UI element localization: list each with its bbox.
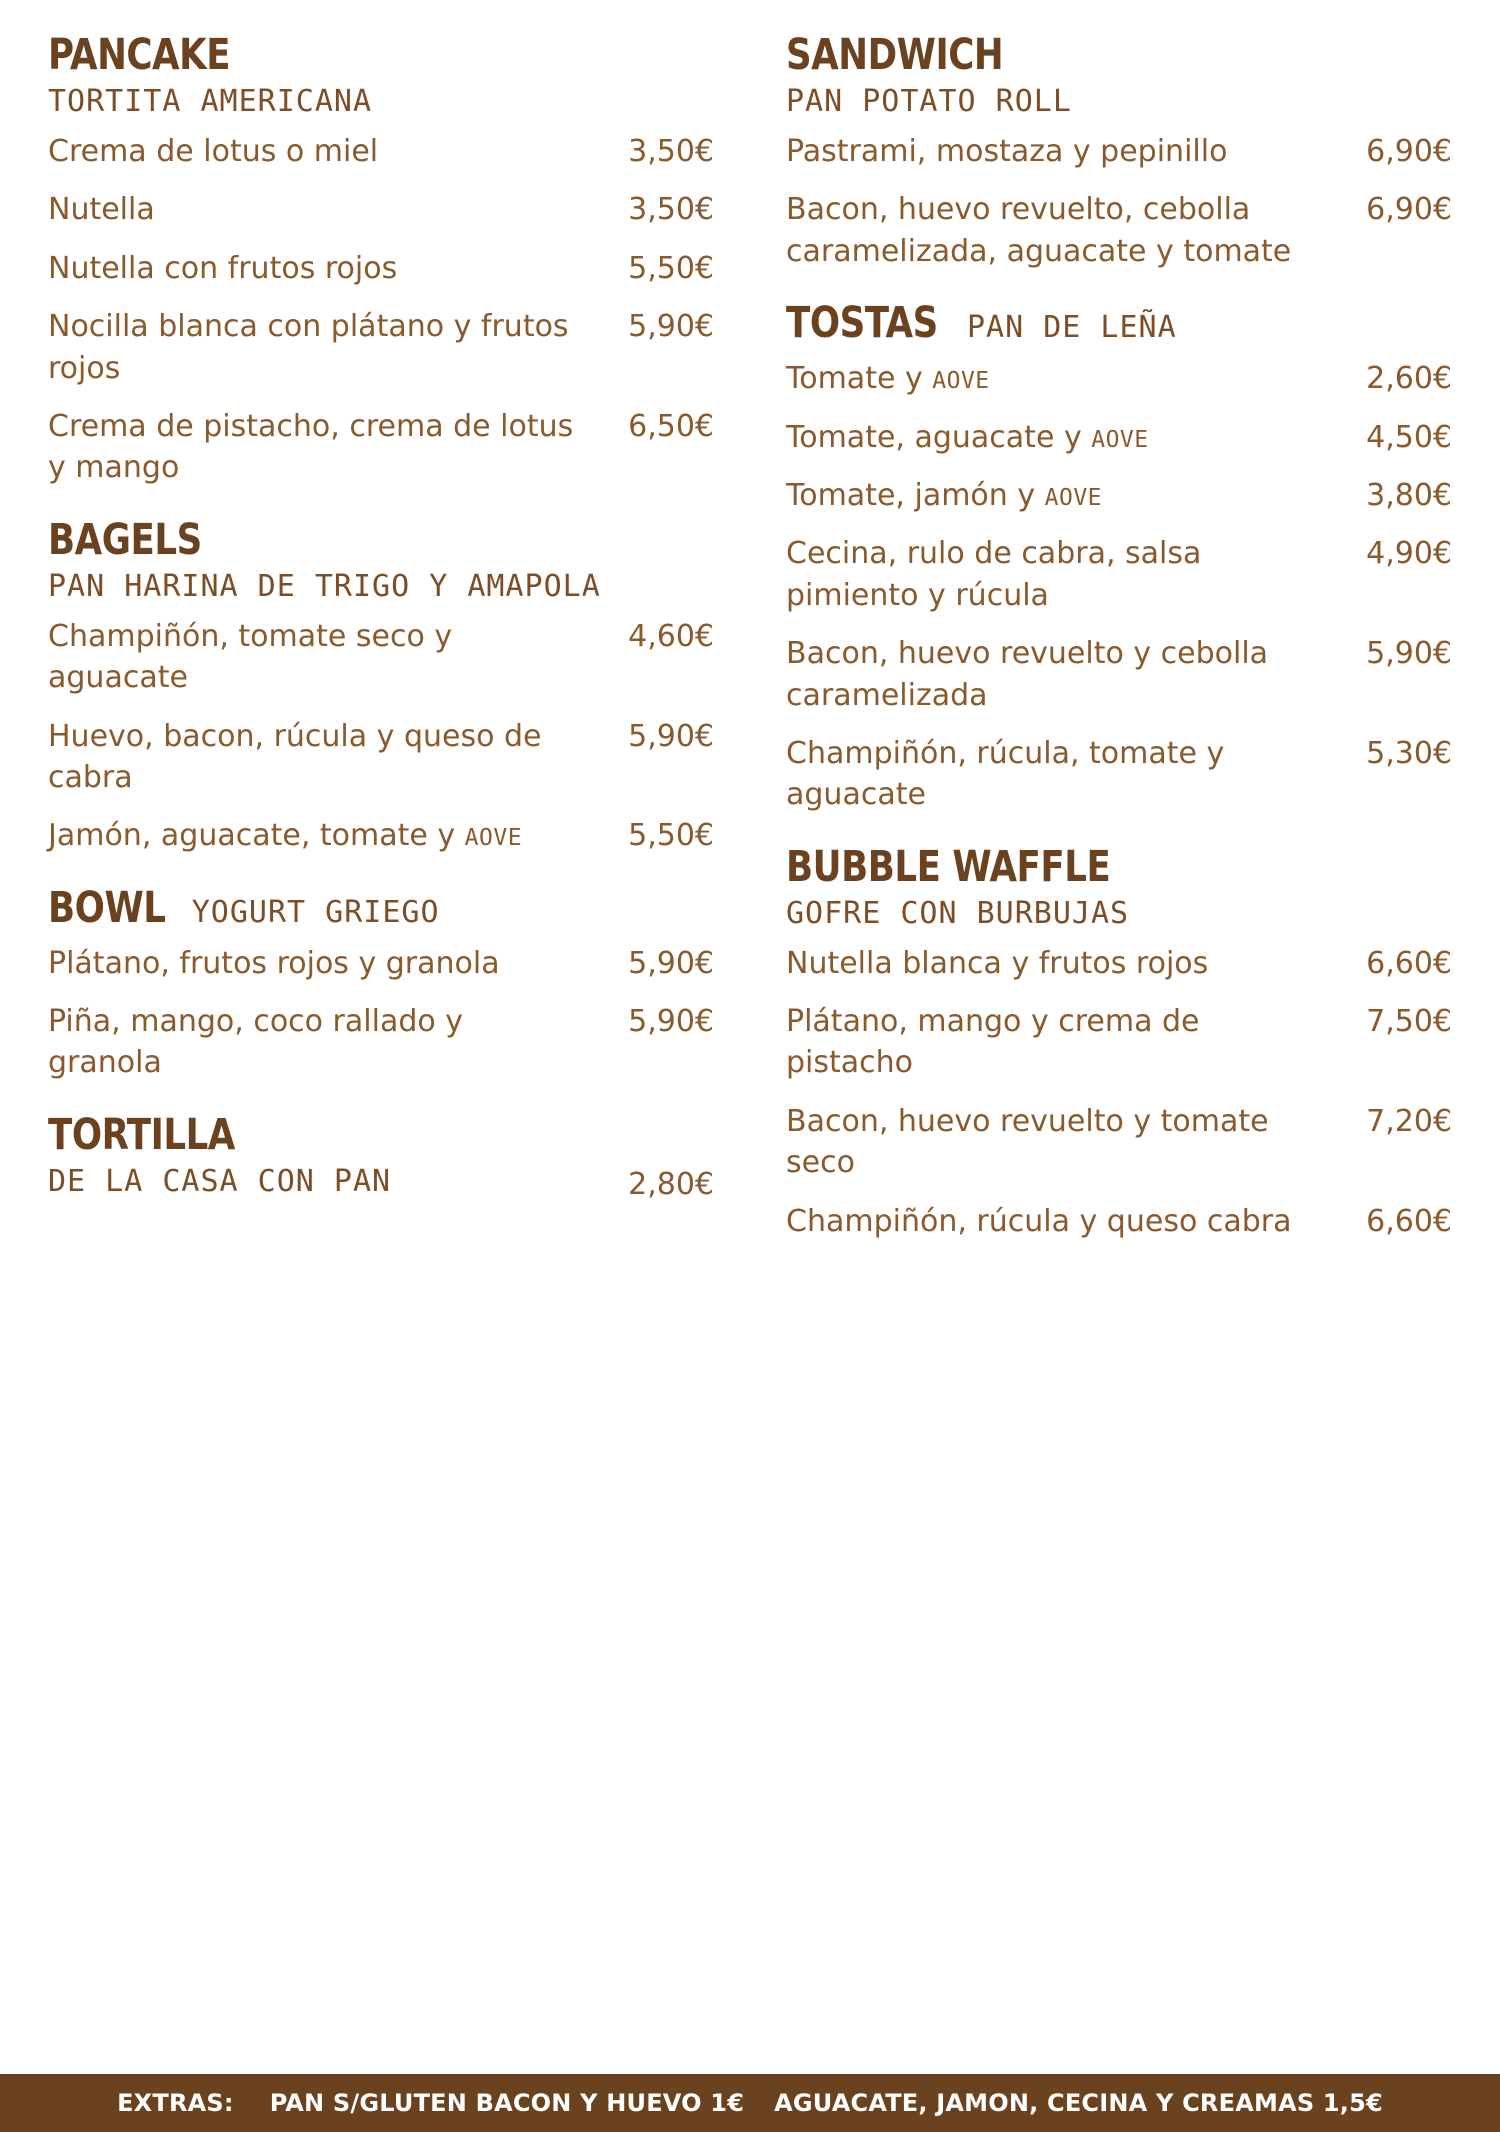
item-price: 6,60€ <box>1366 945 1452 981</box>
menu-item <box>48 943 714 984</box>
menu-section <box>48 515 714 857</box>
menu-item <box>786 417 1452 458</box>
item-price: 5,50€ <box>628 250 714 286</box>
menu-item <box>48 1164 714 1205</box>
item-price: 5,90€ <box>628 309 714 345</box>
menu-item <box>48 1001 714 1084</box>
item-name: Nocilla blanca con plátano y frutos rojos <box>48 309 569 386</box>
menu-column-right <box>776 30 1452 2064</box>
section-title: TORTILLA <box>48 1109 235 1160</box>
section-items <box>48 131 714 489</box>
item-price: 5,90€ <box>628 945 714 981</box>
menu-item <box>786 1101 1452 1184</box>
menu-section <box>786 298 1452 816</box>
item-price: 3,50€ <box>628 134 714 169</box>
section-subtitle: DE LA CASA CON PAN <box>48 1163 392 1199</box>
item-name: Huevo, bacon, rúcula y queso de cabra <box>48 718 542 795</box>
menu-item <box>48 306 714 389</box>
section-items <box>48 616 714 857</box>
menu-section <box>786 30 1452 272</box>
menu-item <box>48 716 714 799</box>
menu-item <box>786 633 1452 716</box>
item-name: Tomate y AOVE <box>786 361 990 397</box>
section-header <box>48 515 714 606</box>
menu-item <box>786 131 1452 172</box>
section-title: BUBBLE WAFFLE <box>786 841 1111 892</box>
menu-item <box>48 406 714 489</box>
section-subtitle: PAN HARINA DE TRIGO Y AMAPOLA <box>48 568 601 604</box>
menu-item <box>786 475 1452 516</box>
menu-section <box>48 30 714 489</box>
menu-item <box>786 1001 1452 1084</box>
menu-item <box>786 189 1452 272</box>
section-title: BOWL <box>48 882 166 933</box>
item-price: 2,80€ <box>628 1166 714 1202</box>
item-price: 4,90€ <box>1366 536 1452 572</box>
section-items <box>786 131 1452 272</box>
section-subtitle: PAN DE LEÑA <box>967 310 1177 346</box>
section-header <box>48 1110 714 1160</box>
section-subtitle: YOGURT GRIEGO <box>191 894 440 930</box>
item-price: 5,30€ <box>1366 735 1452 771</box>
item-name: Nutella <box>48 192 155 228</box>
section-header <box>786 30 1452 121</box>
item-price: 4,60€ <box>628 618 714 654</box>
extras-item-2: AGUACATE, JAMON, CECINA Y CREAMAS 1,5€ <box>774 2089 1383 2117</box>
item-name: Tomate, aguacate y AOVE <box>786 419 1149 455</box>
item-name: Nutella blanca y frutos rojos <box>786 945 1209 981</box>
section-subtitle: PAN POTATO ROLL <box>786 84 1072 119</box>
item-name: Cecina, rulo de cabra, salsa pimiento y rúcula <box>786 536 1202 613</box>
menu-section <box>48 1110 714 1205</box>
menu-item <box>786 1201 1452 1242</box>
item-name: Nutella con frutos rojos <box>48 250 398 286</box>
item-price: 6,50€ <box>628 408 714 444</box>
section-title: BAGELS <box>48 514 202 565</box>
section-items <box>786 358 1452 816</box>
item-price: 5,90€ <box>1366 636 1452 672</box>
item-name: Plátano, frutos rojos y granola <box>48 945 500 981</box>
item-name: Champiñón, tomate seco y aguacate <box>48 618 453 696</box>
menu-item <box>48 189 714 230</box>
menu-item <box>48 248 714 289</box>
item-name: Champiñón, rúcula, tomate y aguacate <box>786 735 1225 813</box>
section-header <box>786 842 1452 933</box>
menu-section <box>48 883 714 1084</box>
section-header <box>48 883 714 933</box>
extras-footer <box>0 2074 1500 2132</box>
menu-item <box>786 358 1452 399</box>
section-header <box>48 30 714 121</box>
item-price: 6,90€ <box>1366 192 1452 228</box>
item-name: Jamón, aguacate, tomate y AOVE <box>48 818 523 854</box>
item-price: 6,90€ <box>1366 134 1452 169</box>
item-price: 5,90€ <box>628 718 714 754</box>
item-name: Crema de lotus o miel <box>48 134 379 169</box>
item-price: 4,50€ <box>1366 419 1452 455</box>
section-items <box>48 943 714 1084</box>
menu-item <box>48 131 714 172</box>
item-name: Bacon, huevo revuelto y tomate seco <box>786 1103 1269 1181</box>
item-price: 3,50€ <box>628 192 714 228</box>
item-name: Tomate, jamón y AOVE <box>786 477 1103 513</box>
section-items <box>786 943 1452 1242</box>
menu-item <box>48 815 714 856</box>
menu-item <box>786 943 1452 984</box>
menu-section <box>786 842 1452 1242</box>
item-price: 7,50€ <box>1366 1004 1452 1040</box>
item-name: Bacon, huevo revuelto, cebolla caramelizada, aguacate y tomate <box>786 192 1292 269</box>
item-price: 6,60€ <box>1366 1203 1452 1239</box>
item-name: Champiñón, rúcula y queso cabra <box>786 1203 1292 1239</box>
section-header <box>786 298 1452 348</box>
extras-label: EXTRAS: <box>117 2089 234 2117</box>
item-price: 3,80€ <box>1366 477 1452 513</box>
item-name: Bacon, huevo revuelto y cebolla caramelizada <box>786 636 1269 713</box>
item-name: Pastrami, mostaza y pepinillo <box>786 134 1228 169</box>
section-subtitle: GOFRE CON BURBUJAS <box>786 895 1130 931</box>
item-name: Crema de pistacho, crema de lotus y mango <box>48 408 574 486</box>
item-name: Piña, mango, coco rallado y granola <box>48 1004 464 1081</box>
menu-item <box>786 533 1452 616</box>
item-price: 2,60€ <box>1366 361 1452 397</box>
section-subtitle: TORTITA AMERICANA <box>48 84 373 119</box>
section-title: TOSTAS <box>786 298 938 349</box>
item-price: 7,20€ <box>1366 1103 1452 1139</box>
item-name: Plátano, mango y crema de pistacho <box>786 1004 1200 1081</box>
section-title: SANDWICH <box>786 30 1004 80</box>
section-title: PANCAKE <box>48 30 231 80</box>
item-price: 5,90€ <box>628 1004 714 1040</box>
menu-item <box>786 733 1452 816</box>
menu-column-left <box>48 30 724 2064</box>
menu-item <box>48 616 714 699</box>
extras-item-1: PAN S/GLUTEN BACON Y HUEVO 1€ <box>269 2089 745 2117</box>
item-price: 5,50€ <box>628 818 714 854</box>
